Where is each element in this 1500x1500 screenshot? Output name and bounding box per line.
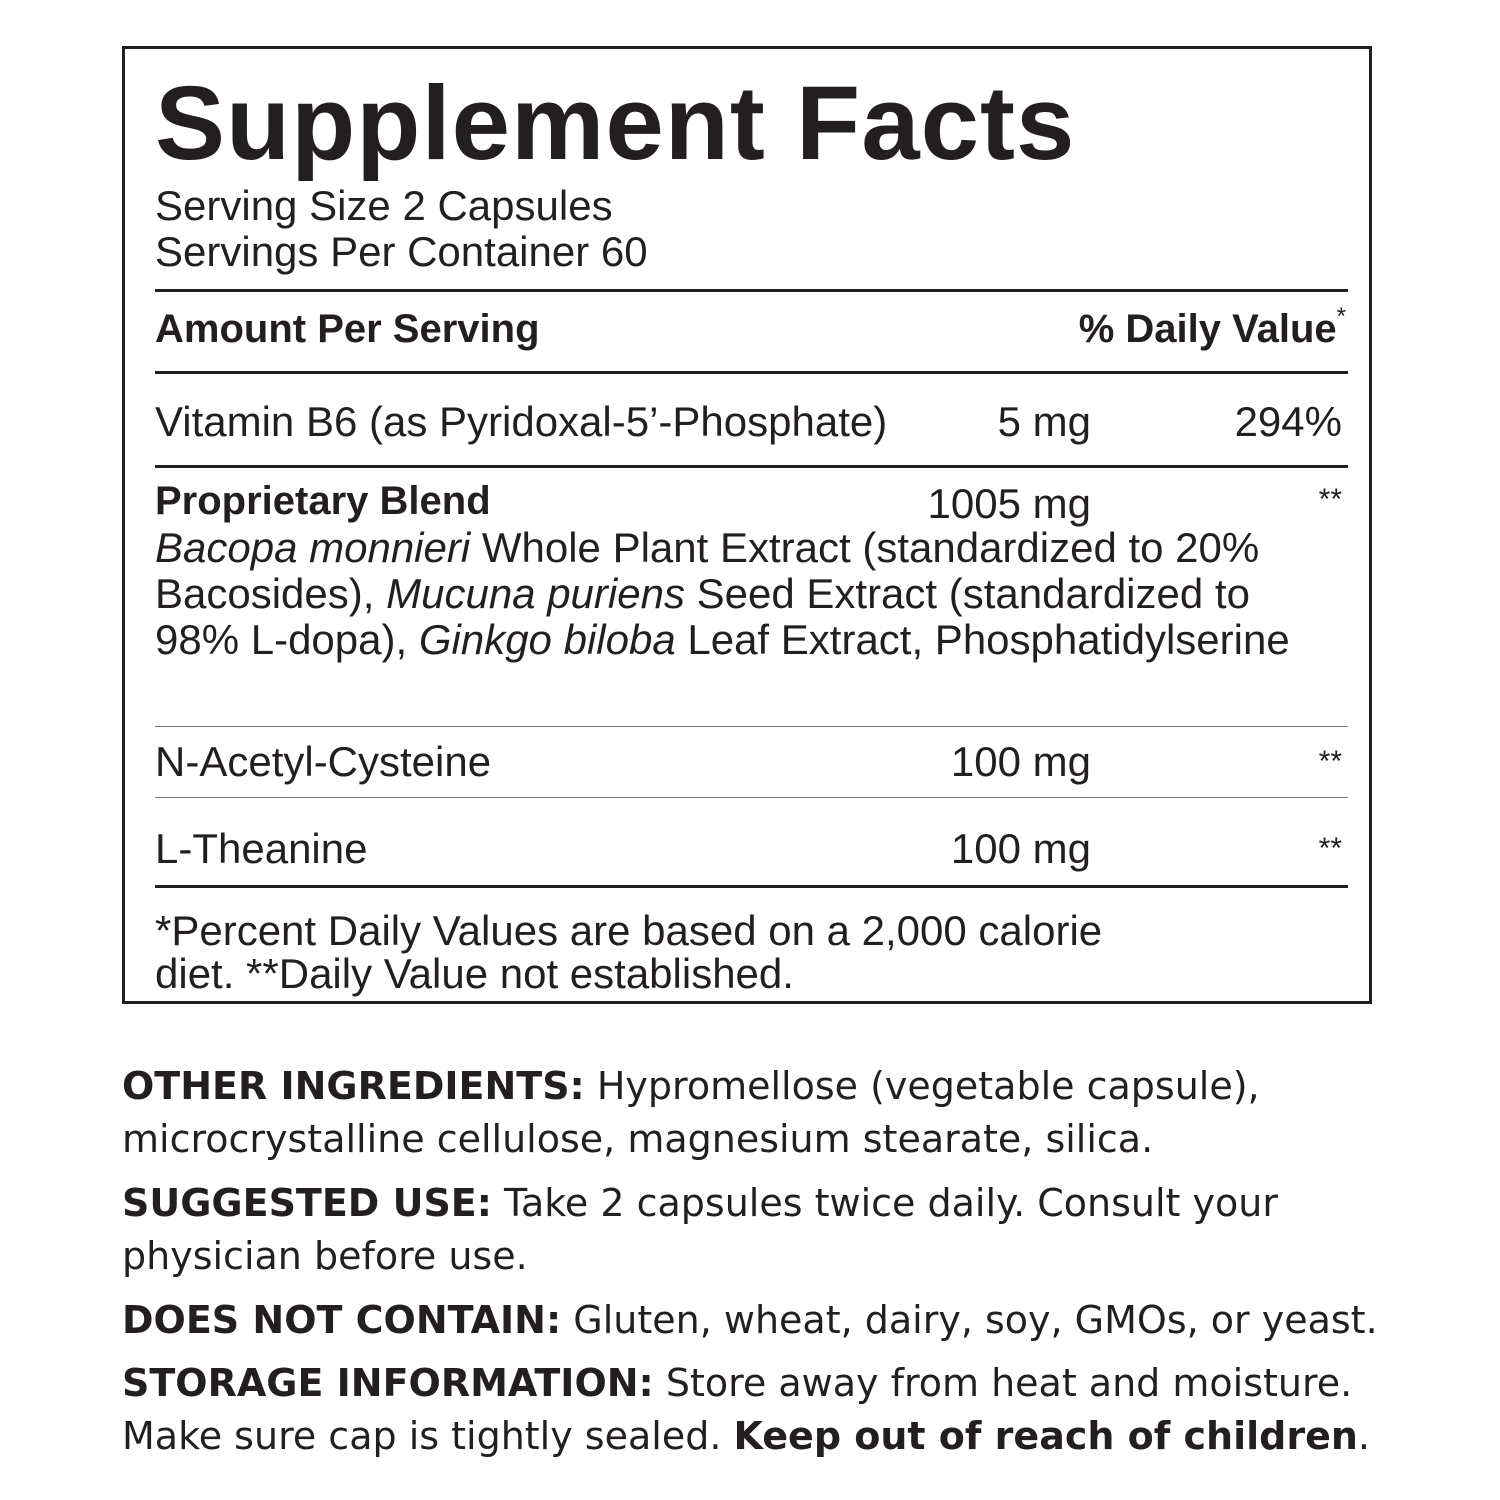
blend-ingredient-2-text: Seed Extract (standardized to 98% L-dopa), xyxy=(155,570,1250,663)
divider xyxy=(155,289,1348,292)
blend-ingredient-3-name: Ginkgo biloba xyxy=(418,616,676,663)
amount-per-serving-header: Amount Per Serving xyxy=(155,307,540,351)
does-not-contain-label: DOES NOT CONTAIN: xyxy=(122,1298,562,1342)
suggested-use xyxy=(122,1177,1392,1283)
serving-size: Serving Size 2 Capsules xyxy=(155,182,613,229)
daily-value-header-mark: * xyxy=(1336,303,1346,330)
divider xyxy=(155,726,1348,727)
facts-title: Supplement Facts xyxy=(155,65,1076,182)
row-theanine-amount: 100 mg xyxy=(950,825,1091,872)
row-theanine-name: L-Theanine xyxy=(155,825,368,872)
suggested-use-text: Take 2 capsules twice daily. Consult your physician before use. xyxy=(122,1181,1278,1278)
blend-ingredient-1-name: Bacopa monnieri xyxy=(155,524,471,571)
row-nac-dv: ** xyxy=(1318,745,1342,778)
suggested-use-label: SUGGESTED USE: xyxy=(122,1181,492,1225)
storage-information xyxy=(122,1357,1392,1463)
divider xyxy=(155,797,1348,798)
storage-information-label: STORAGE INFORMATION: xyxy=(122,1361,654,1405)
row-vitamin-b6-amount: 5 mg xyxy=(997,398,1091,445)
daily-value-header-label: % Daily Value xyxy=(1078,307,1337,351)
daily-value-header xyxy=(1078,303,1346,351)
divider xyxy=(155,885,1348,888)
row-blend-dv: ** xyxy=(1318,483,1342,516)
divider xyxy=(155,465,1348,468)
other-ingredients-text: Hypromellose (vegetable capsule), microcrystalline cellulose, magnesium stearate, silica. xyxy=(122,1064,1260,1161)
keep-out-of-reach-warning: Keep out of reach of children xyxy=(733,1414,1358,1458)
storage-information-text: Store away from heat and moisture. Make sure cap is tightly sealed. xyxy=(122,1361,1353,1458)
row-blend-name: Proprietary Blend xyxy=(155,479,491,523)
blend-ingredient-1-text: Whole Plant Extract (standardized to 20% Bacosides), xyxy=(155,524,1260,617)
row-theanine-dv: ** xyxy=(1318,832,1342,865)
does-not-contain xyxy=(122,1294,1392,1347)
storage-information-end: . xyxy=(1357,1414,1370,1458)
divider xyxy=(155,371,1348,374)
row-nac-amount: 100 mg xyxy=(950,738,1091,785)
other-ingredients xyxy=(122,1060,1392,1166)
blend-ingredients xyxy=(155,525,1345,663)
does-not-contain-text: Gluten, wheat, dairy, soy, GMOs, or yeast. xyxy=(561,1298,1378,1342)
other-ingredients-label: OTHER INGREDIENTS: xyxy=(122,1064,585,1108)
blend-ingredient-3-text: Leaf Extract, Phosphatidylserine xyxy=(675,616,1290,663)
daily-value-footnote: *Percent Daily Values are based on a 2,000 calorie diet. **Daily Value not established. xyxy=(155,907,1103,997)
blend-ingredient-2-name: Mucuna puriens xyxy=(386,570,685,617)
row-vitamin-b6-name: Vitamin B6 (as Pyridoxal-5’-Phosphate) xyxy=(155,398,888,445)
row-blend-amount: 1005 mg xyxy=(927,480,1091,527)
servings-per-container: Servings Per Container 60 xyxy=(155,228,648,275)
supplement-facts-panel xyxy=(122,46,1372,1004)
row-nac-name: N-Acetyl-Cysteine xyxy=(155,738,492,785)
row-vitamin-b6-dv: 294% xyxy=(1234,398,1342,445)
